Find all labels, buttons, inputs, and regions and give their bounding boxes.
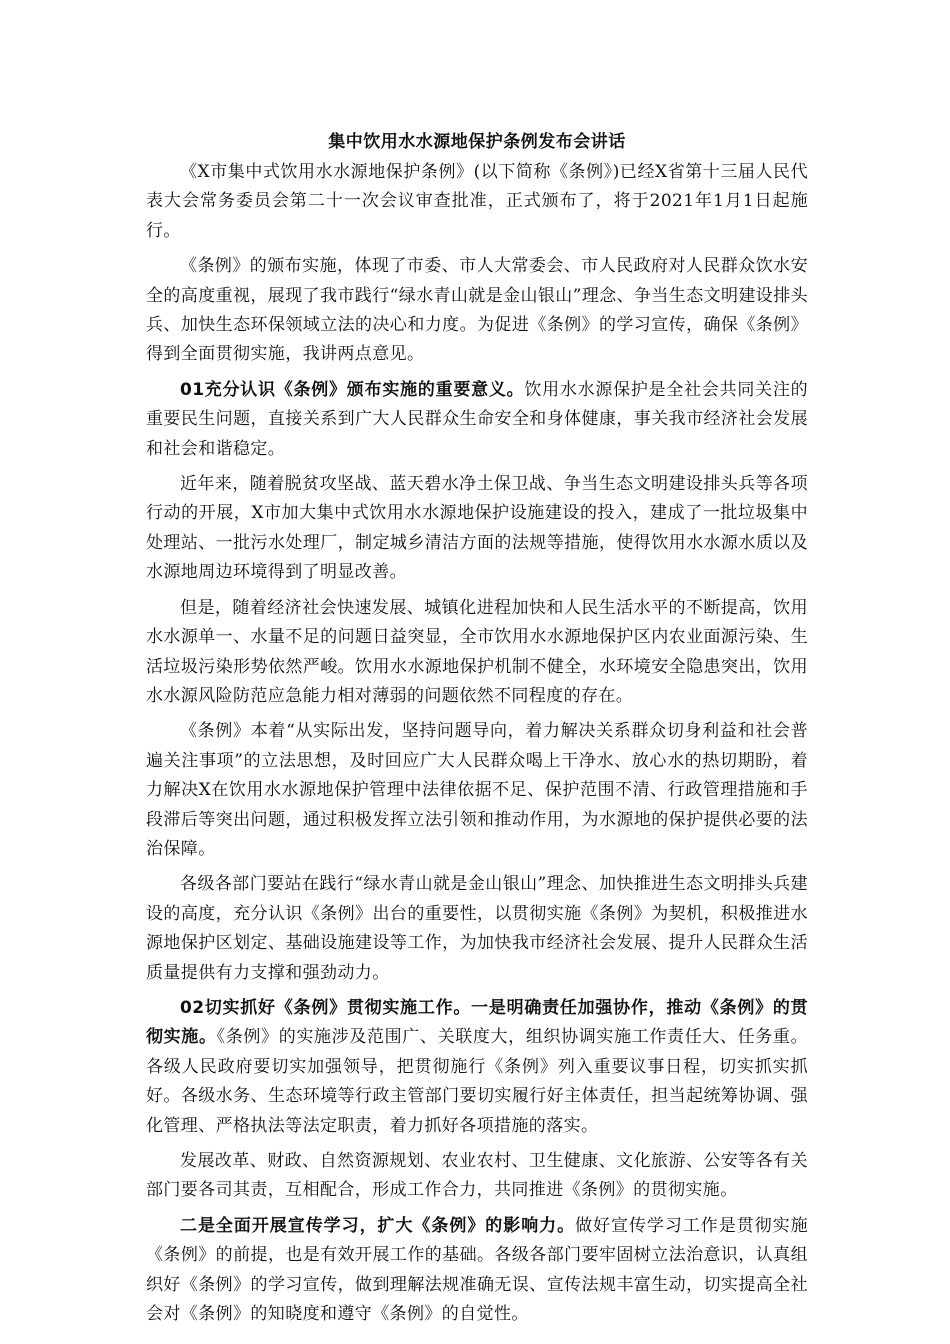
paragraph-text: 饮用水水源保护是全社会共同关注的重要民生问题，直接关系到广大人民群众生命安全和身体健康，事关我市经济社会发展和社会和谐稳定。 [146, 379, 808, 459]
paragraph-text: 各级各部门要站在践行“绿水青山就是金山银山”理念、加快推进生态文明排头兵建设的高度，充分认识《条例》出台的重要性，以贯彻实施《条例》为契机，积极推进水源地保护区划定、基础设施建设等工作，为加快我市经济社会发展、提升人民群众生活质量提供有力支撑和强劲动力。 [146, 874, 808, 983]
paragraph-3-heading-01 [146, 376, 808, 464]
paragraph-1 [146, 158, 808, 246]
document-body [146, 128, 808, 1335]
paragraph-5 [146, 594, 808, 712]
section-heading-02: 02切实抓好《条例》贯彻实施工作。一是明确责任加强协作，推动《条例》的贯彻实施。 [146, 997, 808, 1048]
document-title: 集中饮用水水源地保护条例发布会讲话 [328, 132, 626, 152]
paragraph-8-heading-02 [146, 994, 808, 1141]
paragraph-text: 但是，随着经济社会快速发展、城镇化进程加快和人民生活水平的不断提高，饮用水水源单一、水量不足的问题日益突显，全市饮用水水源地保护区内农业面源污染、生活垃圾污染形势依然严峻。饮用水水源地保护机制不健全，水环境安全隐患突出，饮用水水源风险防范应急能力相对薄弱的问题依然不同程度的存在。 [146, 597, 808, 706]
paragraph-4 [146, 470, 808, 588]
paragraph-2 [146, 252, 808, 370]
paragraph-text: 发展改革、财政、自然资源规划、农业农村、卫生健康、文化旅游、公安等各有关部门要各司其责，互相配合，形成工作合力，共同推进《条例》的贯彻实施。 [146, 1151, 808, 1201]
paragraph-text: 做好宣传学习工作是贯彻实施《条例》的前提，也是有效开展工作的基础。各级各部门要牢固树立法治意识，认真组织好《条例》的学习宣传，做到理解法规准确无误、宣传法规丰富生动，切实提高全社会对《条例》的知晓度和遵守《条例》的自觉性。 [146, 1215, 808, 1325]
paragraph-10-subheading [146, 1212, 808, 1330]
paragraph-text: 《条例》的实施涉及范围广、关联度大，组织协调实施工作责任大、任务重。各级人民政府要切实加强领导，把贯彻施行《条例》列入重要议事日程，切实抓实抓好。各级水务、生态环境等行政主管部门要切实履行好主体责任，担当起统筹协调、强化管理、严格执法等法定职责，着力抓好各项措施的落实。 [146, 1027, 808, 1136]
paragraph-7 [146, 870, 808, 988]
paragraph-text: 《X市集中式饮用水水源地保护条例》(以下简称《条例》)已经X省第十三届人民代表大会常务委员会第二十一次会议审查批准，正式颁布了，将于2021年1月1日起施行。 [146, 162, 808, 241]
paragraph-text: 近年来，随着脱贫攻坚战、蓝天碧水净土保卫战、争当生态文明建设排头兵等各项行动的开展，X市加大集中式饮用水水源地保护设施建设的投入，建成了一批垃圾集中处理站、一批污水处理厂，制定城乡清洁方面的法规等措施，使得饮用水水源水质以及水源地周边环境得到了明显改善。 [146, 474, 808, 583]
section-heading-01: 01充分认识《条例》颁布实施的重要意义。 [180, 379, 525, 400]
paragraph-6 [146, 717, 808, 864]
paragraph-text: 《条例》本着“从实际出发，坚持问题导向，着力解决关系群众切身利益和社会普遍关注事项”的立法思想，及时回应广大人民群众喝上干净水、放心水的热切期盼，着力解决X在饮用水水源地保护管理中法律依据不足、保护范围不清、行政管理措施和手段滞后等突出问题，通过积极发挥立法引领和推动作用，为水源地的保护提供必要的法治保障。 [146, 721, 808, 859]
sub-heading-2: 二是全面开展宣传学习，扩大《条例》的影响力。 [180, 1215, 576, 1236]
paragraph-text: 《条例》的颁布实施，体现了市委、市人大常委会、市人民政府对人民群众饮水安全的高度重视，展现了我市践行“绿水青山就是金山银山”理念、争当生态文明建设排头兵、加快生态环保领域立法的决心和力度。为促进《条例》的学习宣传，确保《条例》得到全面贯彻实施，我讲两点意见。 [146, 256, 808, 365]
paragraph-9 [146, 1147, 808, 1206]
